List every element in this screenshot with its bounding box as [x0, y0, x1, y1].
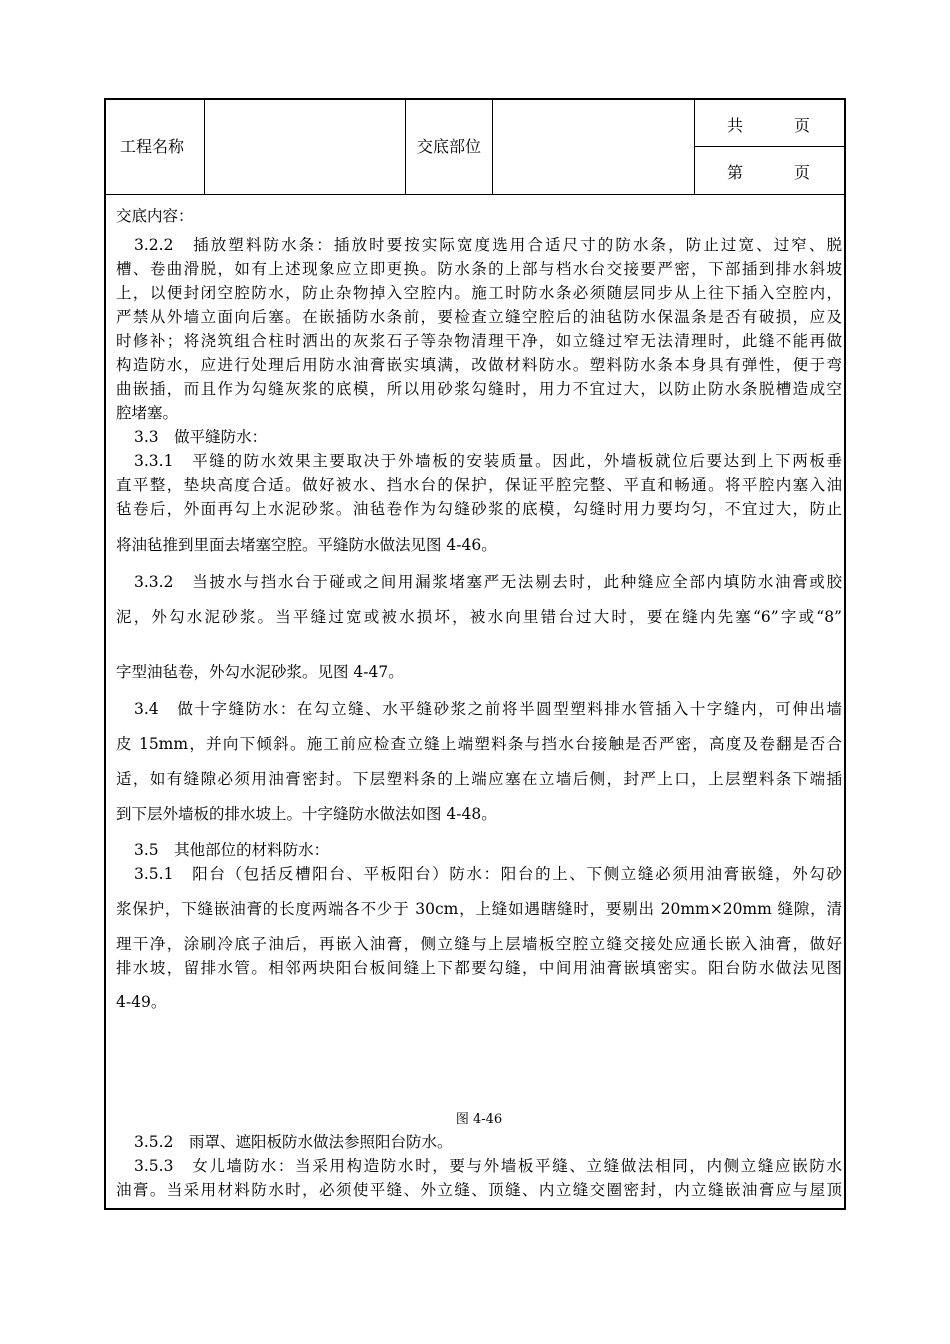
paragraph-line: 时修补；将浇筑组合柱时洒出的灰浆石子等杂物清理干净，如立缝过窄无法清理时，此缝不能再做 [116, 332, 842, 350]
total-pages-cell [694, 100, 844, 146]
page-number-cell [694, 147, 844, 193]
section-heading: 3.3 做平缝防水： [134, 428, 268, 446]
paragraph-line: 3.5.2 雨罩、遮阳板防水做法参照阳台防水。 [134, 1133, 453, 1151]
paragraph-line: 皮 15mm，并向下倾斜。施工前应检查立缝上端塑料条与挡水台接触是否严密，高度及卷翻是否合 [116, 735, 842, 753]
header-table [106, 100, 844, 195]
paragraph-line: 严禁从外墙立面向后塞。在嵌插防水条前，要检查立缝空腔后的油毡防水保温条是否有破损，应及 [116, 308, 842, 326]
total-pages-unit: 页 [794, 116, 811, 135]
paragraph-line: 泥，外勾水泥砂浆。当平缝过宽或被水损坏，被水向里错台过大时，要在缝内先塞“6”字或“8” [116, 608, 842, 626]
paragraph-line: 3.3.1 平缝的防水效果主要取决于外墙板的安装质量。因此，外墙板就位后要达到上下两板垂 [134, 452, 842, 470]
paragraph-line: 字型油毡卷，外勾水泥砂浆。见图 4-47。 [116, 663, 404, 681]
project-name-value[interactable] [205, 100, 405, 194]
paragraph-line: 将油毡推到里面去堵塞空腔。平缝防水做法见图 4-46。 [116, 536, 497, 554]
paragraph-line: 直平整，垫块高度合适。做好被水、挡水台的保护，保证平腔完整、平直和畅通。将平腔内塞入油 [116, 476, 842, 494]
location-value[interactable] [493, 100, 694, 194]
paragraph-line: 槽、卷曲滑脱，如有上述现象应立即更换。防水条的上部与档水台交接要严密，下部插到排水斜坡 [116, 260, 842, 278]
paragraph-line: 上，以便封闭空腔防水，防止杂物掉入空腔内。施工时防水条必须随层同步从上往下插入空腔内， [116, 284, 842, 302]
paragraph-line: 曲嵌插，而且作为勾缝灰浆的底模，所以用砂浆勾缝时，用力不宜过大，以防止防水条脱槽造成空 [116, 380, 842, 398]
paragraph-line: 浆保护，下缝嵌油膏的长度两端各不少于 30cm，上缝如遇瞎缝时，要剔出 20mm×20mm 缝隙，清 [116, 900, 842, 918]
paragraph-line: 构造防水，应进行处理后用防水油膏嵌实填满，改做材料防水。塑料防水条本身具有弹性，便于弯 [116, 356, 842, 374]
page-number-label: 第 [727, 163, 744, 182]
location-label: 交底部位 [417, 137, 482, 156]
paragraph-line: 理干净，涂刷冷底子油后，再嵌入油膏，侧立缝与上层墙板空腔立缝交接处应通长嵌入油膏，做好 [116, 935, 842, 953]
figure-caption: 图 4-46 [455, 1112, 503, 1127]
paragraph-line: 4-49。 [116, 993, 167, 1011]
paragraph-line: 3.5.1 阳台（包括反槽阳台、平板阳台）防水：阳台的上、下侧立缝必须用油膏嵌缝，外勾砂 [134, 865, 842, 883]
paragraph-line: 排水坡，留排水管。相邻两块阳台板间缝上下都要勾缝，中间用油膏嵌填密实。阳台防水做法见图 [116, 959, 842, 977]
paragraph-line: 3.2.2 插放塑料防水条：插放时要按实际宽度选用合适尺寸的防水条，防止过宽、过窄、脱 [134, 236, 842, 254]
paragraph-line: 毡卷后，外面再勾上水泥砂浆。油毡卷作为勾缝砂浆的底模，勾缝时用力要均匀，不宜过大，防止 [116, 500, 842, 518]
paragraph-line: 3.3.2 当披水与挡水台于碰或之间用漏浆堵塞严无法剔去时，此种缝应全部内填防水油膏或胶 [134, 573, 842, 591]
total-pages-label: 共 [727, 116, 744, 135]
paragraph-line: 3.5.3 女儿墙防水：当采用构造防水时，要与外墙板平缝、立缝做法相同，内侧立缝应嵌防水 [134, 1157, 842, 1175]
page-number-unit: 页 [794, 163, 811, 182]
header-divider [405, 100, 406, 194]
project-name-label: 工程名称 [120, 137, 185, 156]
paragraph-line: 3.4 做十字缝防水：在勾立缝、水平缝砂浆之前将半圆型塑料排水管插入十字缝内，可伸出墙 [134, 700, 842, 718]
disclosure-sheet [104, 98, 846, 1210]
section-heading: 3.5 其他部位的材料防水： [134, 841, 330, 859]
content-intro: 交底内容： [116, 207, 194, 225]
paragraph-line: 腔堵塞。 [116, 404, 179, 422]
paragraph-line: 油膏。当采用材料防水时，必须使平缝、外立缝、顶缝、内立缝交圈密封，内立缝嵌油膏应与屋顶 [116, 1181, 842, 1199]
paragraph-line: 适，如有缝隙必须用油膏密封。下层塑料条的上端应塞在立墙后侧，封严上口，上层塑料条下端插 [116, 770, 842, 788]
paragraph-line: 到下层外墙板的排水坡上。十字缝防水做法如图 4-48。 [116, 805, 497, 823]
